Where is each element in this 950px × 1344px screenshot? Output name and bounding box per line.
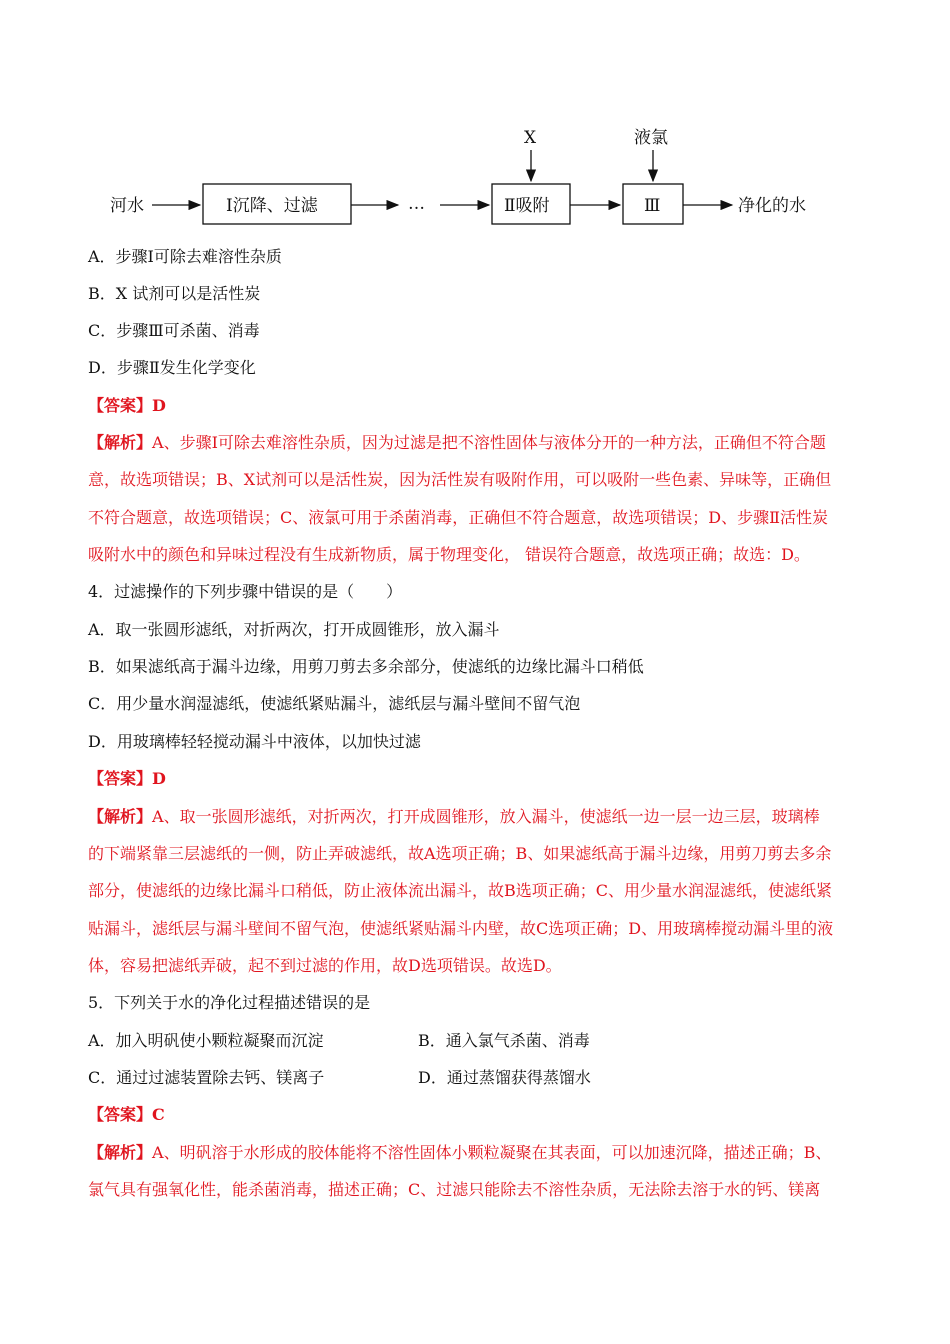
q3-analysis-label: 【解析】 [88, 433, 153, 452]
q3-option-a: A．步骤Ⅰ可除去难溶性杂质 [88, 247, 282, 266]
diagram-output-label: 净化的水 [738, 196, 806, 216]
q4-analysis-label: 【解析】 [88, 807, 153, 826]
q4-analysis-line-2: 的下端紧靠三层滤纸的一侧，防止弄破滤纸，故A选项正确；B、如果滤纸高于漏斗边缘，用剪刀剪去多余 [88, 844, 832, 863]
q4-analysis-line-4: 贴漏斗，滤纸层与漏斗壁间不留气泡，使滤纸紧贴漏斗内壁，故C选项正确；D、用玻璃棒搅动漏斗里的液 [88, 919, 834, 938]
q3-option-d: D．步骤Ⅱ发生化学变化 [88, 358, 256, 377]
q4-stem: 4．过滤操作的下列步骤中错误的是（ ） [88, 582, 403, 601]
q3-analysis-line-3: 不符合题意，故选项错误；C、液氯可用于杀菌消毒，正确但不符合题意，故选项错误；D、步骤Ⅱ活性炭 [88, 508, 828, 527]
q5-option-d: D．通过蒸馏获得蒸馏水 [418, 1068, 591, 1087]
q3-answer: 【答案】D [88, 396, 166, 415]
q4-option-c: C．用少量水润湿滤纸，使滤纸紧贴漏斗，滤纸层与漏斗壁间不留气泡 [88, 694, 581, 713]
q5-analysis-line-1: 【解析】A、明矾溶于水形成的胶体能将不溶性固体小颗粒凝聚在其表面，可以加速沉降，描述正确；B、 [88, 1143, 832, 1162]
q4-analysis-line-3: 部分，使滤纸的边缘比漏斗口稍低，防止液体流出漏斗，故B选项正确；C、用少量水润湿滤纸，使滤纸紧 [88, 881, 833, 900]
q4-analysis-line-5: 体，容易把滤纸弄破，起不到过滤的作用，故D选项错误。故选D。 [88, 956, 562, 975]
q5-analysis-label: 【解析】 [88, 1143, 153, 1162]
q5-option-b: B．通入氯气杀菌、消毒 [418, 1031, 590, 1050]
water-purification-flow-diagram [0, 0, 950, 240]
q3-analysis-line-1: 【解析】A、步骤Ⅰ可除去难溶性杂质，因为过滤是把不溶性固体与液体分开的一种方法，正确但不符合题 [88, 433, 826, 452]
box-step-1-label: Ⅰ沉降、过滤 [226, 196, 318, 216]
box-step-2-label: Ⅱ吸附 [504, 196, 550, 216]
box-step-3-label: Ⅲ [644, 196, 661, 216]
q5-option-a: A．加入明矾使小颗粒凝聚而沉淀 [88, 1031, 324, 1050]
diagram-input-label: 河水 [110, 196, 144, 216]
q5-analysis-line-2: 氯气具有强氧化性，能杀菌消毒，描述正确；C、过滤只能除去不溶性杂质，无法除去溶于水的钙、镁离 [88, 1180, 821, 1199]
q4-answer: 【答案】D [88, 769, 166, 788]
q5-option-c: C．通过过滤装置除去钙、镁离子 [88, 1068, 325, 1087]
q4-option-b: B．如果滤纸高于漏斗边缘，用剪刀剪去多余部分，使滤纸的边缘比漏斗口稍低 [88, 657, 644, 676]
reagent-x-label: X [524, 128, 537, 148]
q4-option-a: A．取一张圆形滤纸，对折两次，打开成圆锥形，放入漏斗 [88, 620, 500, 639]
q4-option-d: D．用玻璃棒轻轻搅动漏斗中液体，以加快过滤 [88, 732, 421, 751]
q3-analysis-line-2: 意，故选项错误；B、X试剂可以是活性炭，因为活性炭有吸附作用，可以吸附一些色素、异味等，正确但 [88, 470, 832, 489]
q4-analysis-line-1: 【解析】A、取一张圆形滤纸，对折两次，打开成圆锥形，放入漏斗，使滤纸一边一层一边三层，玻璃棒 [88, 807, 820, 826]
q5-stem: 5．下列关于水的净化过程描述错误的是 [88, 993, 371, 1012]
q3-option-c: C．步骤Ⅲ可杀菌、消毒 [88, 321, 260, 340]
diagram-ellipsis: … [408, 194, 425, 214]
q5-answer: 【答案】C [88, 1105, 165, 1124]
q3-option-b: B．X 试剂可以是活性炭 [88, 284, 261, 303]
reagent-chlorine-label: 液氯 [634, 128, 668, 148]
q3-analysis-line-4: 吸附水中的颜色和异味过程没有生成新物质，属于物理变化， 错误符合题意，故选项正确；故选：D。 [88, 545, 810, 564]
